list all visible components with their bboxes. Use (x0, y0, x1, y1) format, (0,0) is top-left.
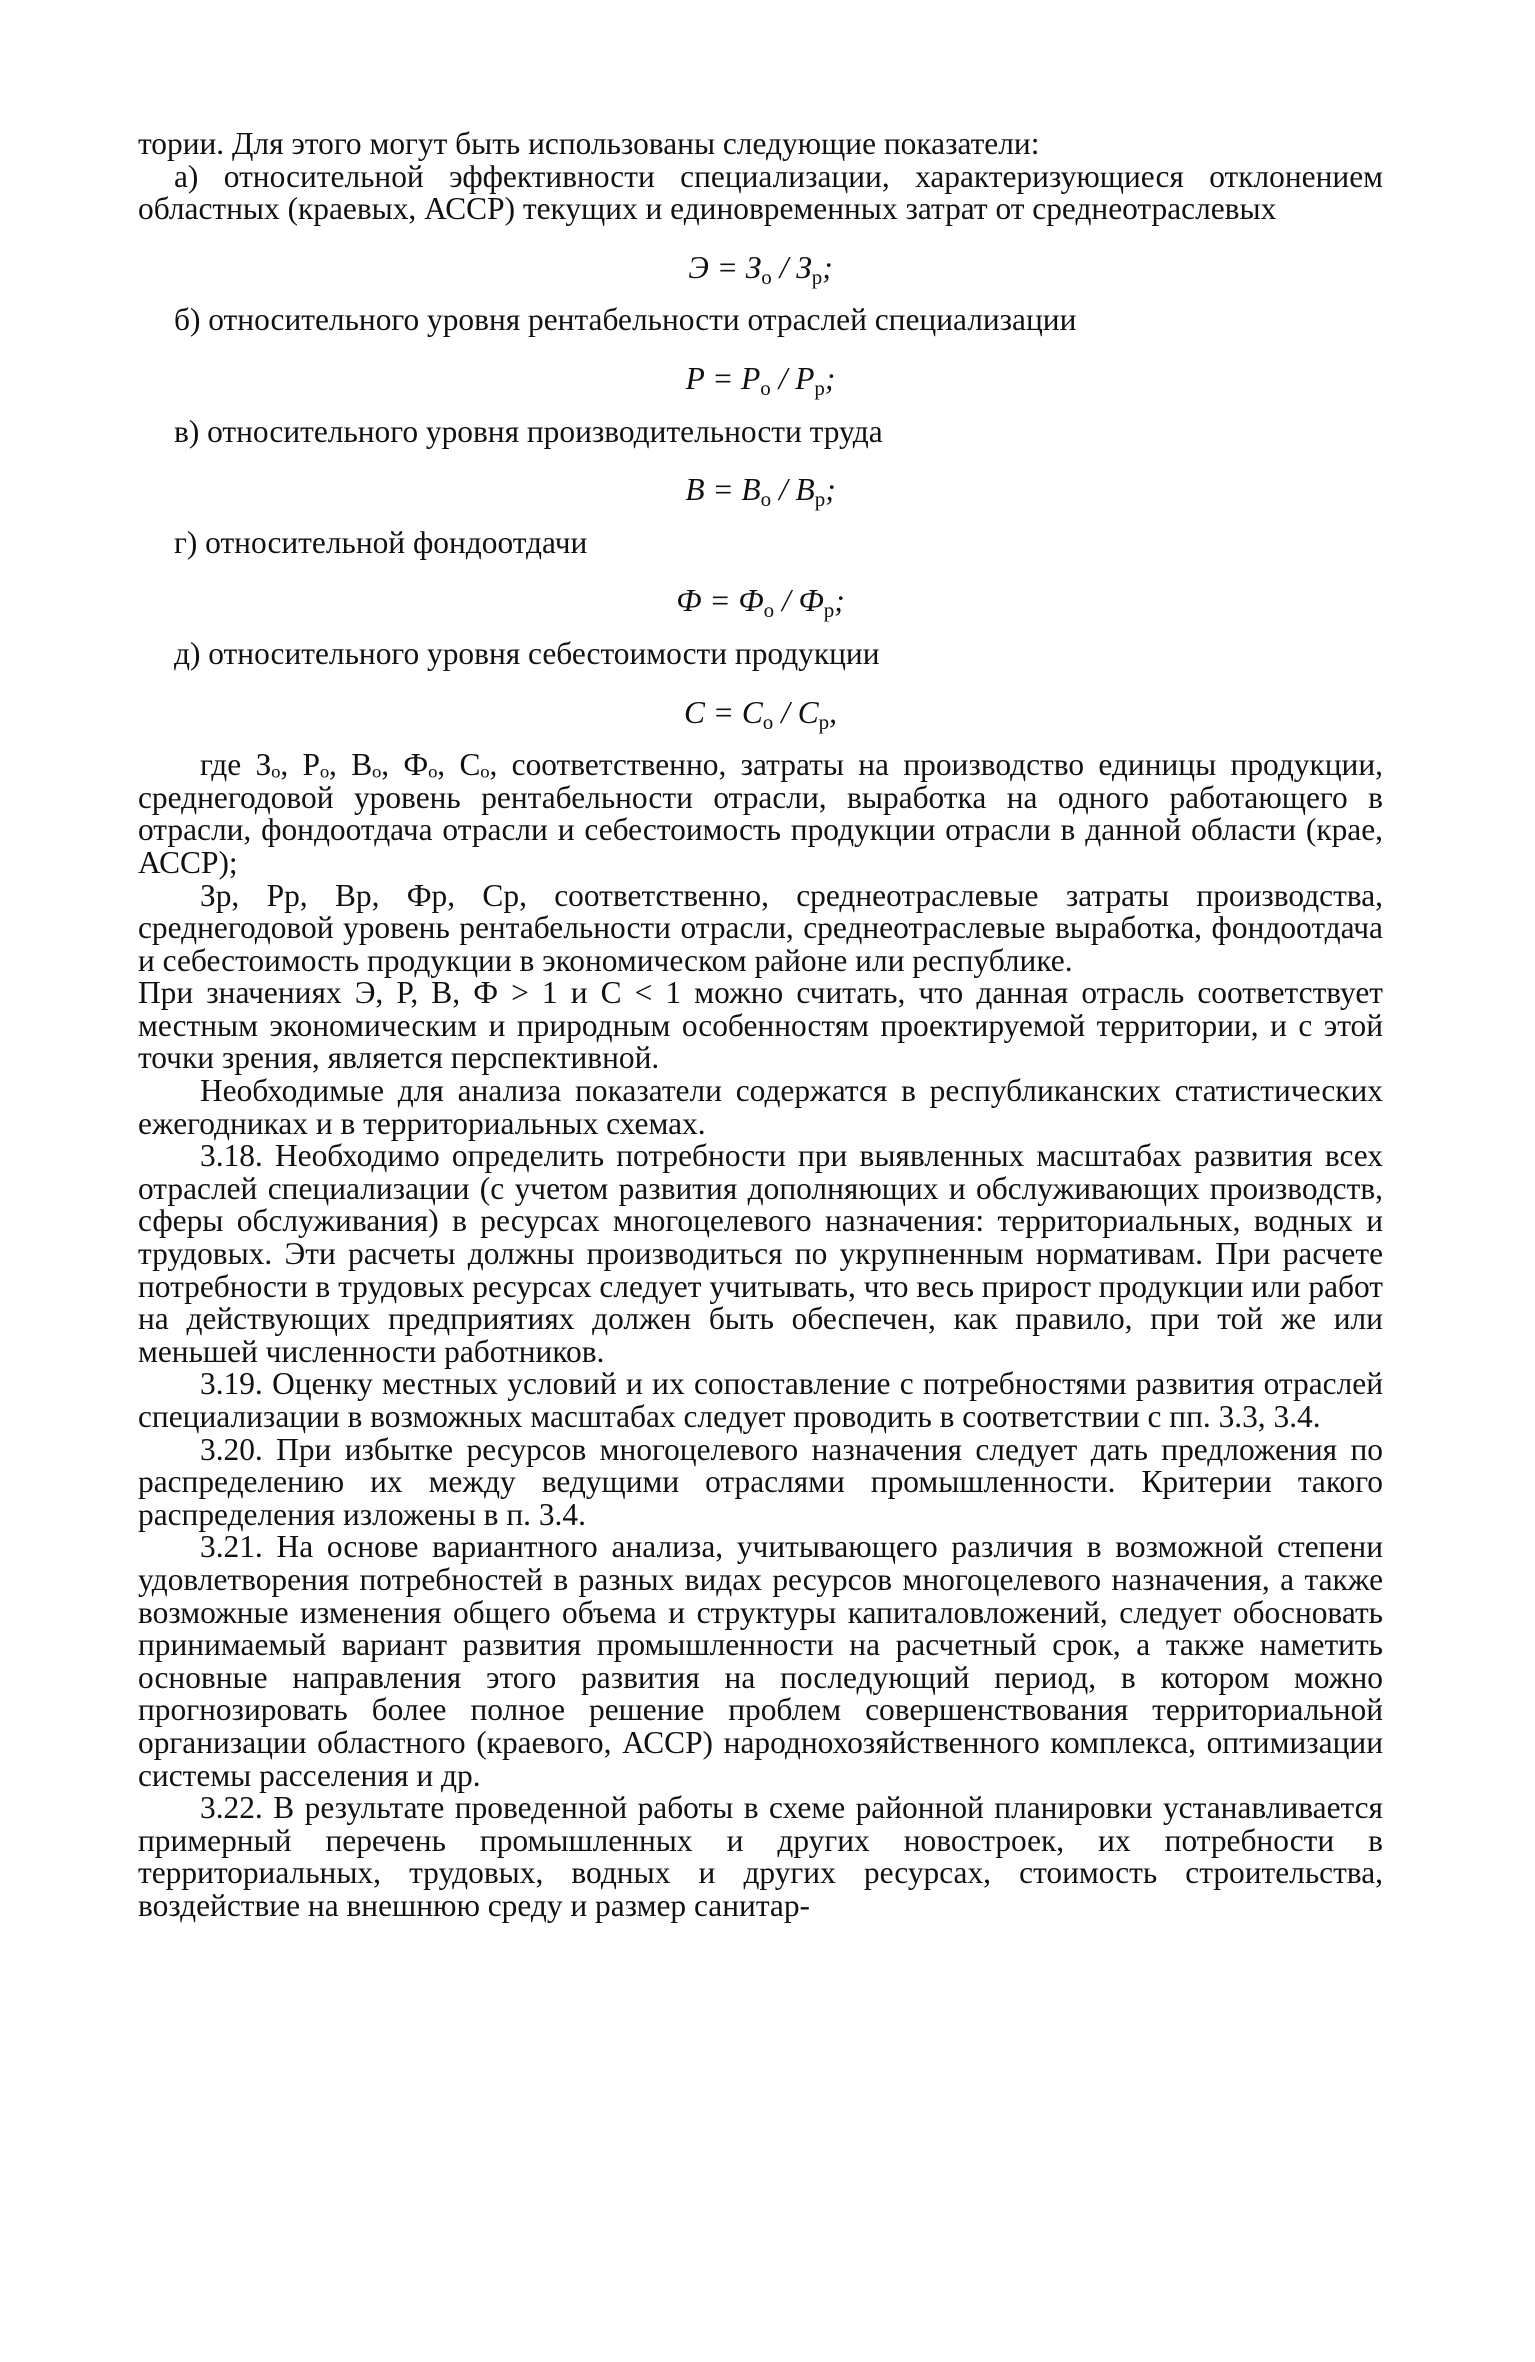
section-3-22: 3.22. В результате проведенной работы в схеме районной планировки устанавливается примерный перечень промышленных и других новостроек, их потребности в территориальных, трудовых, водных и других ресурсах, стоимость строительства, воздействие на внешнюю среду и размер санитар- (138, 1790, 1383, 1923)
where-paragraph-1: где Зₒ, Pₒ, Bₒ, Фₒ, Cₒ, соответственно, затраты на производство единицы продукции, среднегодовой уровень рентабельности отрасли, выработка на одного работающего в отрасли, фондоотдача отрасли и себестоимость продукции отрасли в данной области (крае, АССР); (138, 747, 1383, 880)
intro-line: тории. Для этого могут быть использованы следующие показатели: (138, 126, 1040, 161)
section-3-20: 3.20. При избытке ресурсов многоцелевого назначения следует дать предложения по распределению их между ведущими отраслями промышленности. Критерии такого распределения изложены в п. 3.4. (138, 1431, 1383, 1532)
item-v-text: в) относительного уровня производительности труда (174, 413, 883, 449)
item-a-text: а) относительной эффективности специализации, характеризующиеся отклонением областных (краевых, АССР) текущих и единовременных затрат от среднеотраслевых (138, 158, 1383, 227)
document-page (138, 128, 1383, 1923)
formula-f: $Ф = Ф_о / Ф_р$; (676, 583, 845, 623)
where-paragraph-2: Зр, Pр, Bр, Фр, Cр, соответственно, среднеотраслевые затраты производства, среднегодовой уровень рентабельности отрасли, среднеотраслевые выработка, фондоотдача и себестоимость продукции в экономическом районе или республике. (138, 877, 1383, 978)
item-g-text: г) относительной фондоотдачи (174, 524, 588, 560)
section-3-18: 3.18. Необходимо определить потребности при выявленных масштабах развития всех отраслей специализации (с учетом развития дополняющих и обслуживающих производств, сферы обслуживания) в ресурсах многоцелевого назначения: территориальных, водных и трудовых. Эти расчеты должны производиться по укрупненным нормативам. При расчете потребности в трудовых ресурсах следует учитывать, что весь прирост продукции или работ на действующих предприятиях должен быть обеспечен, как правило, при той же или меньшей численности работников. (138, 1138, 1383, 1369)
item-b-text: б) относительного уровня рентабельности отраслей специализации (174, 302, 1077, 338)
sources-paragraph: Необходимые для анализа показатели содержатся в республиканских статистических ежегодниках и в территориальных схемах. (138, 1073, 1383, 1141)
condition-paragraph: При значениях Э, P, B, Ф > 1 и C < 1 можно считать, что данная отрасль соответствует местным экономическим и природным особенностям проектируемой территории, и с этой точки зрения, является перспективной. (138, 975, 1383, 1076)
section-3-21: 3.21. На основе вариантного анализа, учитывающего различия в возможной степени удовлетворения потребностей в разных видах ресурсов многоцелевого назначения, а также возможные изменения общего объема и структуры капиталовложений, следует обосновать принимаемый вариант развития промышленности на расчетный срок, а также наметить основные направления этого развития на последующий период, в котором можно прогнозировать более полное решение проблем совершенствования территориальной организации областного (краевого, АССР) народнохозяйственного комплекса, оптимизации системы расселения и др. (138, 1529, 1383, 1793)
formula-p: $P = P_о / P_р$; (685, 360, 836, 400)
formula-b: $B = B_о / B_р$; (685, 472, 836, 512)
formula-e: $Э = З_о / З_р$; (688, 249, 833, 289)
item-d-text: д) относительного уровня себестоимости продукции (174, 635, 880, 671)
formula-c: $C = C_о / C_р$, (684, 694, 837, 734)
section-3-19: 3.19. Оценку местных условий и их сопоставление с потребностями развития отраслей специализации в возможных масштабах следует проводить в соответствии с пп. 3.3, 3.4. (138, 1366, 1383, 1434)
